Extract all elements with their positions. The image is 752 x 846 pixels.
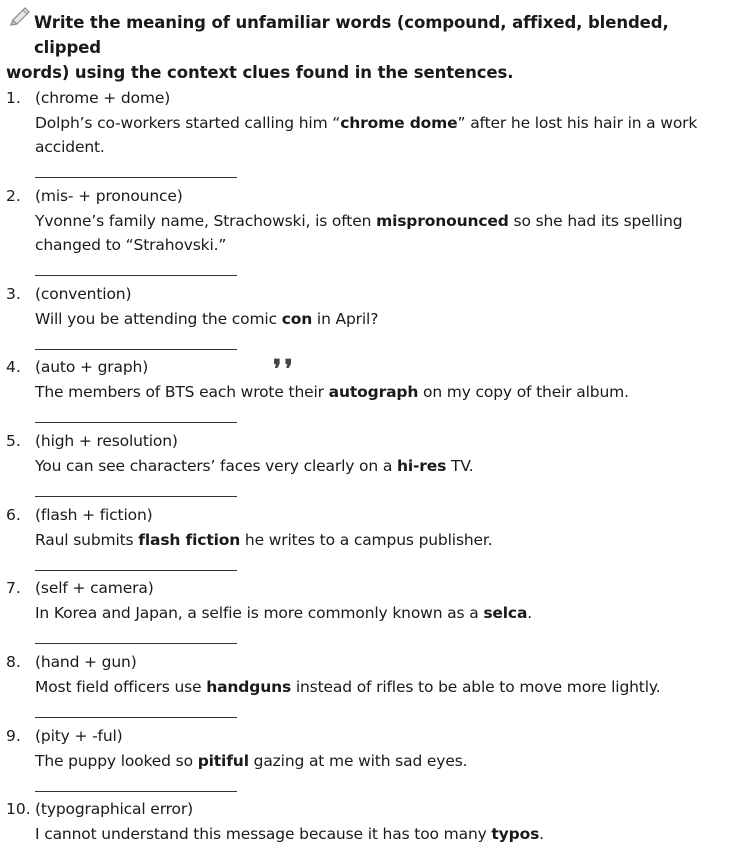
answer-blank[interactable] <box>35 643 237 644</box>
target-word: handguns <box>206 678 291 696</box>
item-sentence: In Korea and Japan, a selfie is more commonly known as a selca. <box>35 601 750 626</box>
item-number: 5. <box>6 429 21 453</box>
answer-blank[interactable] <box>35 275 237 276</box>
item-body <box>35 355 750 404</box>
instructions-heading <box>6 10 736 85</box>
item-hint: (pity + -ful) <box>35 724 750 749</box>
item-hint: (high + resolution) <box>35 429 750 454</box>
item-body <box>35 86 750 160</box>
item-sentence-cont: changed to “Strahovski.” <box>35 233 750 258</box>
item-sentence: You can see characters’ faces very clearly on a hi-res TV. <box>35 454 750 479</box>
item-body <box>35 503 750 552</box>
item-body <box>35 282 750 331</box>
heading-line-2: words) using the context clues found in the sentences. <box>6 60 736 85</box>
item-body <box>35 650 750 699</box>
item-hint: (chrome + dome) <box>35 86 750 111</box>
item-hint: (convention) <box>35 282 750 307</box>
item-hint: (typographical error) <box>35 797 750 822</box>
answer-blank[interactable] <box>35 570 237 571</box>
target-word: flash fiction <box>138 531 240 549</box>
item-body <box>35 429 750 478</box>
item-hint: (self + camera) <box>35 576 750 601</box>
item-body <box>35 576 750 625</box>
target-word: mispronounced <box>376 212 509 230</box>
item-number: 7. <box>6 576 21 600</box>
answer-blank[interactable] <box>35 717 237 718</box>
target-word: chrome dome <box>340 114 457 132</box>
item-sentence-cont: accident. <box>35 135 750 160</box>
item-sentence: Raul submits flash fiction he writes to a campus publisher. <box>35 528 750 553</box>
item-number: 8. <box>6 650 21 674</box>
item-hint: (auto + graph) <box>35 355 750 380</box>
item-sentence: The members of BTS each wrote their autograph on my copy of their album. <box>35 380 750 405</box>
target-word: autograph <box>329 383 419 401</box>
target-word: pitiful <box>198 752 249 770</box>
target-word: selca <box>483 604 527 622</box>
item-number: 9. <box>6 724 21 748</box>
item-hint: (flash + fiction) <box>35 503 750 528</box>
item-number: 6. <box>6 503 21 527</box>
target-word: typos <box>491 825 539 843</box>
quote-marks-decoration: ❜❜ <box>273 355 296 385</box>
item-sentence: I cannot understand this message because it has too many typos. <box>35 822 750 846</box>
answer-blank[interactable] <box>35 422 237 423</box>
item-number: 1. <box>6 86 21 110</box>
item-sentence: Most field officers use handguns instead of rifles to be able to move more lightly. <box>35 675 750 700</box>
answer-blank[interactable] <box>35 791 237 792</box>
item-number: 2. <box>6 184 21 208</box>
heading-line-1: Write the meaning of unfamiliar words (compound, affixed, blended, clipped <box>6 10 736 60</box>
target-word: con <box>282 310 312 328</box>
item-sentence: Will you be attending the comic con in April? <box>35 307 750 332</box>
item-number: 3. <box>6 282 21 306</box>
item-sentence: Yvonne’s family name, Strachowski, is often mispronounced so she had its spelling <box>35 209 750 234</box>
answer-blank[interactable] <box>35 177 237 178</box>
item-body <box>35 724 750 773</box>
item-sentence: The puppy looked so pitiful gazing at me with sad eyes. <box>35 749 750 774</box>
answer-blank[interactable] <box>35 496 237 497</box>
answer-blank[interactable] <box>35 349 237 350</box>
item-sentence: Dolph’s co-workers started calling him “chrome dome” after he lost his hair in a work <box>35 111 750 136</box>
target-word: hi-res <box>397 457 446 475</box>
item-body <box>35 184 750 258</box>
item-body <box>35 797 750 846</box>
item-hint: (hand + gun) <box>35 650 750 675</box>
item-number: 10. <box>6 797 31 821</box>
item-number: 4. <box>6 355 21 379</box>
item-hint: (mis- + pronounce) <box>35 184 750 209</box>
